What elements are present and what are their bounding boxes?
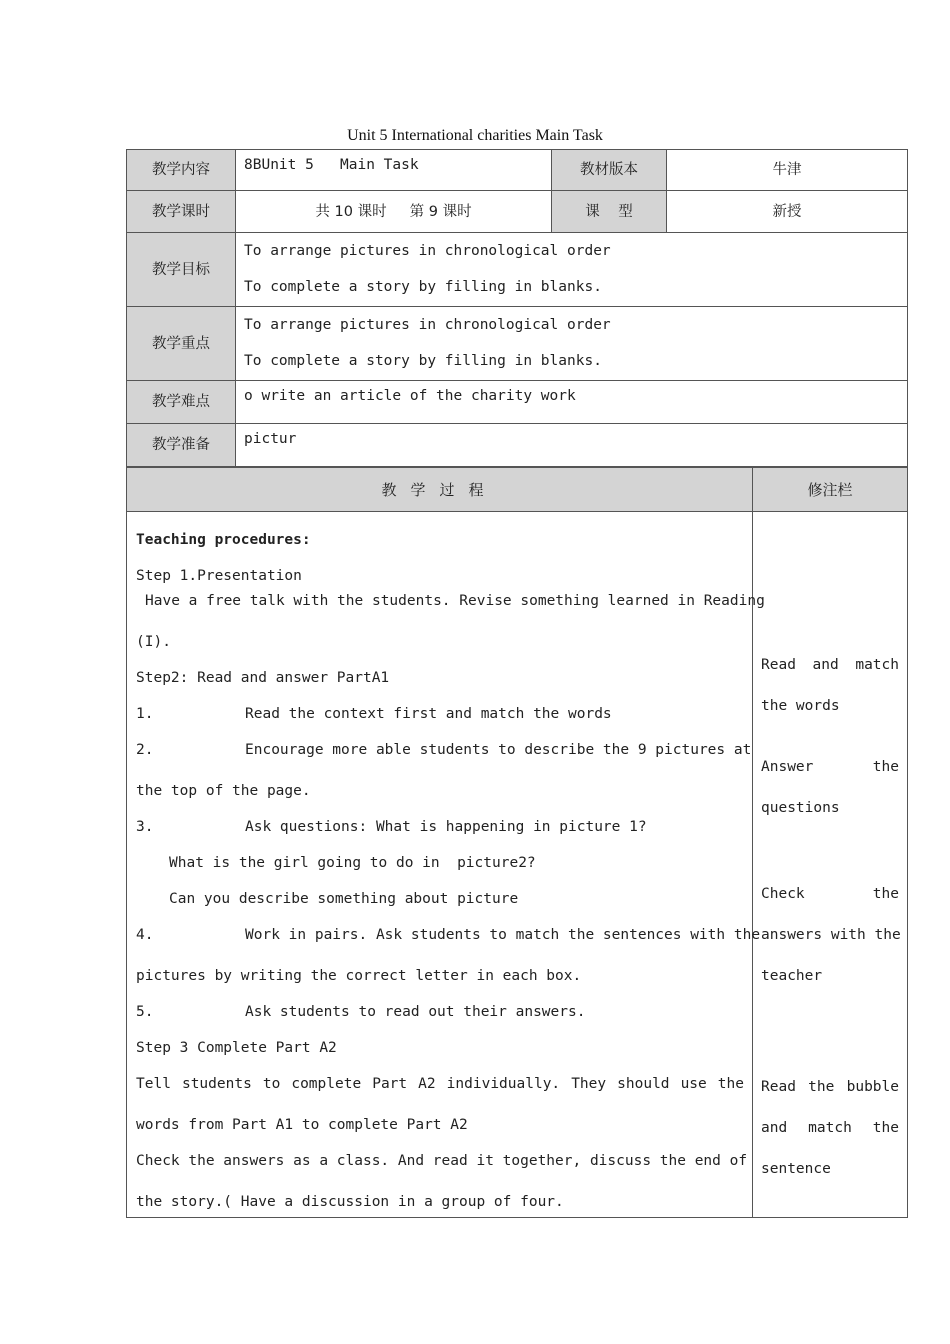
prep-value: pictur: [236, 424, 908, 467]
note-4-line-3: sentence: [761, 1161, 831, 1177]
procedure-cell: [127, 512, 765, 1218]
hours-value: 共 10 课时 第 9 课时: [236, 191, 552, 233]
item-continuation: the top of the page.: [136, 783, 311, 799]
item-text: Work in pairs. Ask students to match the sentences with the: [245, 927, 761, 943]
item-text: Read the context first and match the words: [245, 706, 612, 722]
item-text: Encourage more able students to describe the 9 pictures at: [245, 742, 752, 758]
lesson-info-table: [126, 149, 908, 467]
notes-header: 修注栏: [753, 468, 908, 512]
question-3: Can you describe something about picture: [169, 891, 519, 907]
note-3-line-2: answers with the: [761, 927, 901, 943]
step1-line-2: (I).: [136, 634, 171, 650]
goal-value: [236, 233, 908, 307]
item-text: Ask students to read out their answers.: [245, 1004, 586, 1020]
note-1-line-2: the words: [761, 698, 840, 714]
step3-line-2: words from Part A1 to complete Part A2: [136, 1117, 468, 1133]
difficulty-label: 教学难点: [127, 381, 236, 424]
item-continuation: pictures by writing the correct letter in each box.: [136, 968, 582, 984]
goal-line-2: To complete a story by filling in blanks.: [244, 279, 602, 295]
step3-line-1: Tell students to complete Part A2 individually. They should use the: [136, 1076, 744, 1092]
step3-line-3: Check the answers as a class. And read it together, discuss the end of: [136, 1153, 748, 1169]
note-2-line-1: Answer the: [761, 759, 899, 775]
step3-title: Step 3 Complete Part A2: [136, 1040, 337, 1056]
item-number: 5.: [136, 1004, 154, 1020]
type-value: 新授: [667, 191, 908, 233]
item-text: Ask questions: What is happening in picture 1?: [245, 819, 647, 835]
step2-title: Step2: Read and answer PartA1: [136, 670, 390, 686]
item-number: 1.: [136, 706, 154, 722]
note-1-line-1: Read and match: [761, 657, 899, 673]
key-label: 教学重点: [127, 307, 236, 381]
key-line-2: To complete a story by filling in blanks.: [244, 353, 602, 369]
item-number: 3.: [136, 819, 154, 835]
difficulty-value: o write an article of the charity work: [236, 381, 908, 424]
content-value: 8BUnit 5 Main Task: [236, 150, 552, 191]
edition-label: 教材版本: [552, 150, 667, 191]
step3-line-4: the story.( Have a discussion in a group of four.: [136, 1194, 564, 1210]
step1-title: Step 1.Presentation: [136, 568, 302, 584]
process-header: 教学过程: [127, 468, 753, 512]
note-2-line-2: questions: [761, 800, 840, 816]
goal-line-1: To arrange pictures in chronological order: [244, 243, 611, 259]
key-value: [236, 307, 908, 381]
notes-cell: [753, 512, 908, 1218]
step1-line-1: Have a free talk with the students. Revise something learned in Reading: [145, 593, 765, 609]
type-label: 课 型: [552, 191, 667, 233]
content-label: 教学内容: [127, 150, 236, 191]
goal-label: 教学目标: [127, 233, 236, 307]
note-4-line-2: and match the: [761, 1120, 899, 1136]
procedures-heading: Teaching procedures:: [136, 532, 311, 548]
key-line-1: To arrange pictures in chronological order: [244, 317, 611, 333]
teaching-process-table: [126, 467, 908, 1218]
edition-value: 牛津: [667, 150, 908, 191]
note-3-line-3: teacher: [761, 968, 823, 984]
document-title: Unit 5 International charities Main Task: [347, 127, 603, 144]
note-4-line-1: Read the bubble: [761, 1079, 899, 1095]
hours-label: 教学课时: [127, 191, 236, 233]
prep-label: 教学准备: [127, 424, 236, 467]
question-2: What is the girl going to do in picture2?: [169, 855, 536, 871]
item-number: 4.: [136, 927, 154, 943]
note-3-line-1: Check the: [761, 886, 899, 902]
item-number: 2.: [136, 742, 154, 758]
